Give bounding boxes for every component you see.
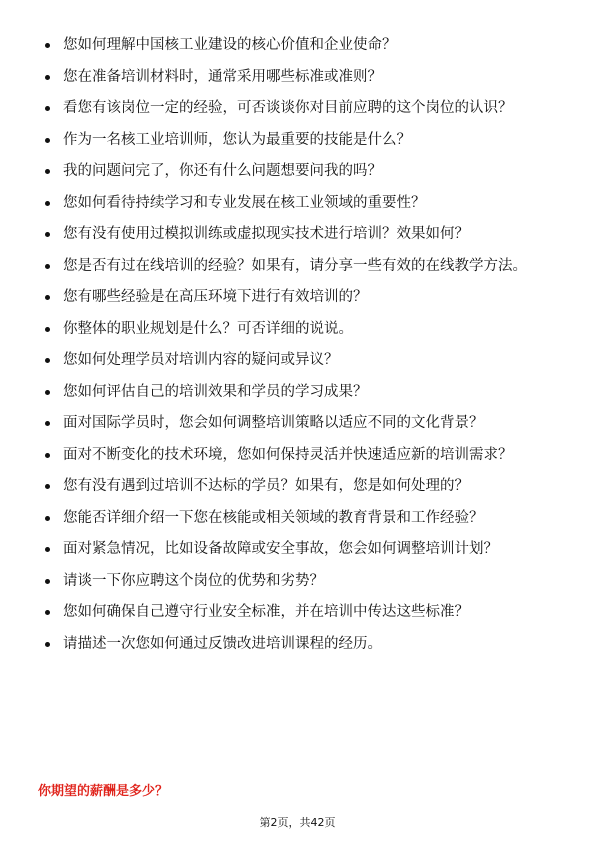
bullet-icon <box>45 232 50 237</box>
question-item <box>45 507 565 529</box>
bullet-icon <box>45 453 50 458</box>
question-text: 面对不断变化的技术环境，您如何保持灵活并快速适应新的培训需求？ <box>63 446 513 463</box>
question-item <box>45 412 565 434</box>
question-text: 您如何看待持续学习和专业发展在核工业领域的重要性？ <box>63 194 426 211</box>
page-number: 第2页，共42页 <box>259 816 336 829</box>
bullet-icon <box>45 138 50 143</box>
question-item <box>45 318 565 340</box>
question-text: 您有哪些经验是在高压环境下进行有效培训的？ <box>63 289 368 305</box>
bullet-icon <box>45 390 50 395</box>
question-item <box>45 475 565 497</box>
question-item <box>45 129 565 151</box>
question-item <box>45 223 565 245</box>
question-text: 您有没有遇到过培训不达标的学员？如果有，您是如何处理的？ <box>63 478 469 494</box>
bullet-icon <box>45 169 50 174</box>
bullet-icon <box>45 484 50 489</box>
bullet-icon <box>45 295 50 300</box>
question-item <box>45 66 565 88</box>
bullet-icon <box>45 547 50 552</box>
bullet-icon <box>45 106 50 111</box>
question-text: 作为一名核工业培训师，您认为最重要的技能是什么？ <box>63 131 411 148</box>
bullet-icon <box>45 327 50 332</box>
question-text: 面对紧急情况，比如设备故障或安全事故，您会如何调整培训计划？ <box>63 541 498 557</box>
question-text: 您是否有过在线培训的经验？如果有，请分享一些有效的在线教学方法。 <box>63 257 527 274</box>
bullet-icon <box>45 201 50 206</box>
salary-question: 你期望的薪酬是多少？ <box>38 784 169 799</box>
question-item <box>45 255 565 277</box>
question-list <box>45 34 565 664</box>
question-item <box>45 570 565 592</box>
bullet-icon <box>45 358 50 363</box>
question-text: 看您有该岗位一定的经验，可否谈谈你对目前应聘的这个岗位的认识？ <box>63 100 513 116</box>
question-item <box>45 192 565 214</box>
bullet-icon <box>45 43 50 48</box>
question-text: 请谈一下你应聘这个岗位的优势和劣势？ <box>63 572 324 589</box>
question-text: 你整体的职业规划是什么？可否详细的说说。 <box>63 320 353 337</box>
question-text: 我的问题问完了，你还有什么问题想要问我的吗？ <box>63 163 382 179</box>
bullet-icon <box>45 579 50 584</box>
question-item <box>45 444 565 466</box>
question-item <box>45 538 565 560</box>
bullet-icon <box>45 264 50 269</box>
bullet-icon <box>45 642 50 647</box>
question-text: 您如何处理学员对培训内容的疑问或异议？ <box>63 352 339 368</box>
question-text: 您有没有使用过模拟训练或虚拟现实技术进行培训？效果如何？ <box>63 226 469 242</box>
question-item <box>45 633 565 655</box>
bullet-icon <box>45 516 50 521</box>
question-text: 您如何理解中国核工业建设的核心价值和企业使命？ <box>63 37 397 53</box>
question-item <box>45 601 565 623</box>
question-text: 您如何确保自己遵守行业安全标准，并在培训中传达这些标准？ <box>63 604 469 620</box>
question-item <box>45 97 565 119</box>
question-text: 面对国际学员时，您会如何调整培训策略以适应不同的文化背景？ <box>63 415 484 431</box>
question-item <box>45 286 565 308</box>
question-text: 您能否详细介绍一下您在核能或相关领域的教育背景和工作经验？ <box>63 509 484 526</box>
question-text: 您在准备培训材料时，通常采用哪些标准或准则？ <box>63 68 382 85</box>
question-item <box>45 34 565 56</box>
question-item <box>45 381 565 403</box>
question-item <box>45 349 565 371</box>
bullet-icon <box>45 610 50 615</box>
question-text: 您如何评估自己的培训效果和学员的学习成果？ <box>63 383 368 400</box>
bullet-icon <box>45 75 50 80</box>
question-item <box>45 160 565 182</box>
question-text: 请描述一次您如何通过反馈改进培训课程的经历。 <box>63 635 382 652</box>
bullet-icon <box>45 421 50 426</box>
